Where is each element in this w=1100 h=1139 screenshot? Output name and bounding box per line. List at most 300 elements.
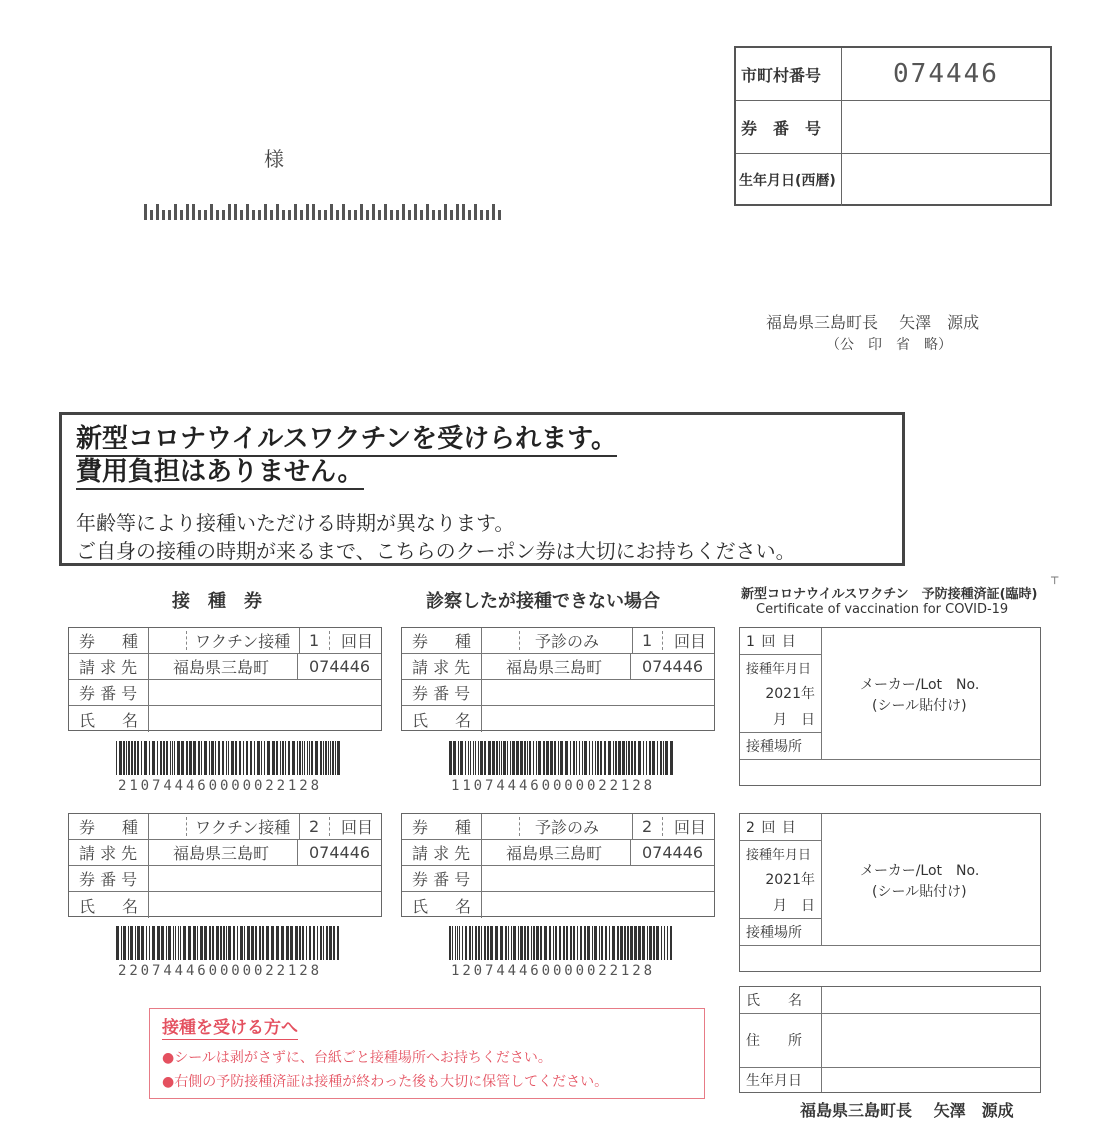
coupon-code: 074446	[642, 657, 704, 676]
coupon-row-type	[402, 814, 714, 840]
barcode-bar	[595, 741, 596, 775]
coupon-row-name	[402, 892, 714, 918]
cert-name-label: 氏 名	[740, 987, 822, 1013]
postal-bar	[432, 210, 435, 220]
barcode-bar	[609, 926, 610, 960]
coupon-municipality: 福島県三島町	[506, 844, 603, 863]
barcode-bar	[183, 926, 186, 960]
postal-bar	[144, 204, 147, 220]
barcode-bar	[288, 741, 291, 775]
barcode-bar	[661, 926, 662, 960]
barcode-bar	[570, 926, 572, 960]
notice-text-1: 年齢等により接種いただける時期が異なります。	[76, 511, 515, 535]
barcode-bar	[144, 741, 147, 775]
barcode-bar	[599, 926, 600, 960]
cert-sticker-note: (シール貼付け)	[872, 698, 967, 714]
barcode-bar	[546, 741, 549, 775]
barcode-bar	[458, 741, 459, 775]
barcode-bar	[634, 926, 637, 960]
postal-bar	[366, 210, 369, 220]
barcode-bar	[201, 741, 202, 775]
coupon-row-type	[69, 628, 381, 654]
coupon-barcode	[449, 741, 675, 775]
postal-bar	[288, 210, 291, 220]
barcode-bar	[137, 741, 139, 775]
barcode-bar	[516, 741, 519, 775]
barcode-bar	[513, 926, 516, 960]
barcode-bar	[475, 741, 476, 775]
barcode-bar	[630, 926, 633, 960]
barcode-bar	[627, 926, 629, 960]
postal-bar	[408, 210, 411, 220]
barcode-bar	[589, 741, 590, 775]
barcode-bar	[299, 926, 301, 960]
barcode-bar	[267, 741, 270, 775]
coupon-row-ticket-number	[69, 866, 381, 892]
barcode-bar	[131, 741, 133, 775]
postal-bar	[378, 210, 381, 220]
barcode-bar	[533, 741, 534, 775]
postal-bar	[402, 204, 405, 220]
barcode-bar	[459, 926, 460, 960]
barcode-bar	[488, 741, 491, 775]
barcode-bar	[472, 926, 473, 960]
coupon-label: 券 番 号	[69, 680, 149, 705]
postal-bar	[156, 204, 159, 220]
postal-bar	[186, 204, 189, 220]
coupon-label: 券 種	[402, 814, 482, 839]
postal-bar	[204, 210, 207, 220]
barcode-bar	[235, 741, 237, 775]
barcode-bar	[175, 926, 176, 960]
barcode-bar	[496, 741, 498, 775]
cert-year: 2021年	[740, 680, 822, 706]
coupon-row-name	[402, 706, 714, 732]
barcode-bar	[218, 741, 220, 775]
barcode-bar	[558, 741, 559, 775]
coupon-barcode-number: 210744460000022128	[118, 778, 322, 794]
postal-bar	[276, 204, 279, 220]
barcode-bar	[204, 926, 207, 960]
barcode-bar	[480, 741, 483, 775]
barcode-bar	[309, 741, 310, 775]
barcode-bar	[628, 741, 630, 775]
coupon-row-billing	[402, 840, 714, 866]
barcode-bar	[180, 926, 181, 960]
barcode-bar	[170, 741, 171, 775]
barcode-bar	[254, 741, 255, 775]
barcode-bar	[536, 741, 537, 775]
coupon-round-number: 2	[642, 817, 653, 836]
barcode-bar	[168, 926, 171, 960]
barcode-bar	[667, 926, 668, 960]
barcode-bar	[130, 926, 133, 960]
barcode-bar	[584, 926, 586, 960]
barcode-bar	[163, 741, 165, 775]
ticket-number-value	[842, 101, 1050, 153]
barcode-bar	[484, 926, 486, 960]
barcode-bar	[231, 741, 234, 775]
coupon-barcode-number: 110744460000022128	[451, 778, 655, 794]
coupon-label: 請 求 先	[69, 654, 149, 679]
postal-bar	[192, 204, 195, 220]
coupon-vaccination-2	[68, 813, 382, 917]
postal-bar	[390, 210, 393, 220]
barcode-bar	[292, 741, 295, 775]
barcode-bar	[262, 926, 264, 960]
postal-bar	[438, 210, 441, 220]
barcode-bar	[608, 741, 611, 775]
postal-bar	[336, 210, 339, 220]
certificate-personal-info	[739, 986, 1041, 1093]
postal-bar	[198, 210, 201, 220]
barcode-bar	[285, 741, 286, 775]
barcode-bar	[649, 926, 652, 960]
coupon-barcode-number: 120744460000022128	[451, 963, 655, 979]
barcode-bar	[280, 741, 281, 775]
coupon-code: 074446	[309, 657, 371, 676]
barcode-bar	[449, 741, 452, 775]
coupon-barcode-number: 220744460000022128	[118, 963, 322, 979]
postal-bar	[498, 210, 501, 220]
barcode-bar	[533, 926, 535, 960]
barcode-bar	[492, 741, 495, 775]
barcode-bar	[297, 741, 298, 775]
postal-bar	[180, 210, 183, 220]
barcode-bar	[615, 741, 617, 775]
barcode-bar	[660, 741, 662, 775]
barcode-bar	[128, 926, 129, 960]
barcode-bar	[178, 926, 179, 960]
barcode-bar	[531, 926, 532, 960]
barcode-bar	[638, 741, 641, 775]
coupon-kind: ワクチン接種	[195, 632, 291, 651]
postal-bar	[492, 204, 495, 220]
cert-date-label: 接種年月日	[740, 654, 822, 680]
barcode-bar	[584, 741, 587, 775]
coupon-round-label: 回目	[674, 818, 707, 837]
postal-bar	[414, 204, 417, 220]
barcode-bar	[250, 741, 252, 775]
barcode-bar	[247, 926, 250, 960]
barcode-bar	[594, 926, 597, 960]
barcode-bar	[495, 926, 498, 960]
postal-bar	[234, 204, 237, 220]
barcode-bar	[503, 741, 506, 775]
barcode-bar	[470, 741, 471, 775]
coupon-label: 氏 名	[69, 706, 149, 732]
barcode-bar	[157, 926, 160, 960]
postal-bar	[480, 210, 483, 220]
coupon-label: 請 求 先	[402, 654, 482, 679]
barcode-bar	[261, 741, 262, 775]
barcode-bar	[186, 741, 188, 775]
barcode-bar	[512, 741, 515, 775]
cert-sticker-note: (シール貼付け)	[872, 884, 967, 900]
postal-bar	[474, 204, 477, 220]
postal-bar	[450, 210, 453, 220]
coupon-row-ticket-number	[402, 680, 714, 706]
barcode-bar	[200, 926, 203, 960]
barcode-bar	[228, 741, 229, 775]
exam-only-heading: 診察したが接種できない場合	[426, 591, 660, 612]
coupon-exam-only-1	[401, 627, 715, 731]
postal-bar	[444, 204, 447, 220]
barcode-bar	[134, 741, 136, 775]
barcode-bar	[508, 926, 509, 960]
coupon-label: 券 種	[402, 628, 482, 653]
barcode-bar	[141, 926, 144, 960]
barcode-bar	[565, 741, 568, 775]
coupon-label: 請 求 先	[402, 840, 482, 865]
barcode-bar	[520, 741, 523, 775]
postal-bar	[312, 204, 315, 220]
barcode-bar	[560, 741, 563, 775]
barcode-bar	[501, 741, 502, 775]
barcode-bar	[649, 741, 651, 775]
barcode-bar	[237, 926, 238, 960]
barcode-bar	[634, 741, 636, 775]
barcode-bar	[511, 926, 512, 960]
barcode-bar	[638, 926, 641, 960]
barcode-bar	[573, 926, 575, 960]
barcode-bar	[601, 926, 603, 960]
barcode-bar	[518, 926, 519, 960]
barcode-bar	[524, 926, 526, 960]
barcode-bar	[580, 926, 582, 960]
postal-bar	[330, 204, 333, 220]
coupon-row-name	[69, 706, 381, 732]
barcode-bar	[549, 926, 551, 960]
coupon-row-billing	[69, 654, 381, 680]
barcode-bar	[618, 741, 621, 775]
coupon-barcode	[116, 926, 342, 960]
barcode-bar	[455, 926, 456, 960]
barcode-bar	[475, 926, 477, 960]
postal-bar	[384, 204, 387, 220]
info-row-municipality-number	[736, 48, 1050, 101]
barcode-bar	[587, 926, 590, 960]
postal-bar	[162, 210, 165, 220]
barcode-bar	[499, 741, 500, 775]
notice-text-2: ご自身の接種の時期が来るまで、こちらのクーポン券は大切にお持ちください。	[76, 539, 796, 563]
cert-place-label: 接種場所	[740, 732, 822, 759]
barcode-bar	[333, 926, 335, 960]
barcode-bar	[141, 741, 142, 775]
barcode-bar	[220, 926, 222, 960]
barcode-bar	[166, 741, 168, 775]
barcode-bar	[473, 741, 474, 775]
barcode-bar	[576, 741, 577, 775]
barcode-bar	[481, 926, 482, 960]
postal-bar	[270, 210, 273, 220]
barcode-bar	[226, 926, 227, 960]
barcode-bar	[624, 926, 626, 960]
barcode-bar	[570, 741, 571, 775]
barcode-bar	[193, 741, 196, 775]
coupon-code: 074446	[642, 843, 704, 862]
barcode-bar	[465, 741, 466, 775]
coupon-label: 請 求 先	[69, 840, 149, 865]
barcode-bar	[553, 926, 554, 960]
seal-omitted-note: （公 印 省 略）	[826, 337, 952, 353]
barcode-bar	[452, 926, 453, 960]
coupon-round-label: 回目	[341, 818, 374, 837]
barcode-bar	[550, 741, 553, 775]
postal-customer-barcode	[144, 204, 504, 220]
crop-mark: ┬	[1051, 570, 1059, 584]
barcode-bar	[209, 741, 210, 775]
barcode-bar	[605, 926, 607, 960]
barcode-bar	[302, 926, 304, 960]
recipient-instructions-box	[149, 1008, 705, 1099]
coupon-code: 074446	[309, 843, 371, 862]
barcode-bar	[330, 741, 331, 775]
barcode-bar	[177, 741, 180, 775]
barcode-bar	[152, 741, 155, 775]
barcode-bar	[337, 741, 340, 775]
barcode-bar	[617, 926, 619, 960]
barcode-bar	[544, 926, 547, 960]
barcode-bar	[670, 926, 672, 960]
barcode-bar	[643, 741, 644, 775]
barcode-bar	[286, 926, 289, 960]
barcode-bar	[311, 741, 313, 775]
coupon-label: 券 番 号	[402, 680, 482, 705]
barcode-bar	[597, 741, 599, 775]
barcode-bar	[307, 741, 308, 775]
barcode-bar	[299, 741, 301, 775]
barcode-bar	[555, 926, 557, 960]
barcode-bar	[566, 926, 568, 960]
barcode-bar	[325, 741, 327, 775]
coupon-label: 氏 名	[69, 892, 149, 918]
barcode-bar	[204, 741, 207, 775]
barcode-bar	[604, 741, 606, 775]
barcode-bar	[579, 741, 580, 775]
barcode-bar	[536, 926, 539, 960]
barcode-bar	[239, 741, 241, 775]
barcode-bar	[510, 741, 511, 775]
certificate-title: 新型コロナウイルスワクチン 予防接種済証(臨時)	[741, 587, 1038, 602]
barcode-bar	[188, 926, 191, 960]
barcode-bar	[478, 741, 479, 775]
coupon-round-label: 回目	[341, 632, 374, 651]
postal-bar	[174, 204, 177, 220]
barcode-bar	[600, 741, 602, 775]
barcode-bar	[126, 741, 127, 775]
barcode-bar	[281, 926, 284, 960]
barcode-bar	[211, 741, 214, 775]
coupon-vaccination-1	[68, 627, 382, 731]
barcode-bar	[123, 741, 125, 775]
info-label: 市町村番号	[736, 48, 842, 100]
cert-round-label: 2 回 目	[740, 814, 822, 840]
birthdate-value	[842, 154, 1050, 206]
barcode-bar	[524, 741, 526, 775]
coupon-round-number: 2	[309, 817, 320, 836]
barcode-bar	[216, 926, 219, 960]
barcode-bar	[313, 926, 315, 960]
postal-bar	[306, 204, 309, 220]
barcode-bar	[123, 926, 126, 960]
barcode-bar	[272, 741, 275, 775]
postal-bar	[264, 204, 267, 220]
barcode-bar	[149, 741, 150, 775]
info-row-ticket-number	[736, 101, 1050, 154]
postal-bar	[300, 210, 303, 220]
coupon-row-type	[402, 628, 714, 654]
barcode-bar	[166, 926, 167, 960]
barcode-bar	[160, 741, 162, 775]
barcode-bar	[656, 926, 659, 960]
coupon-barcode	[449, 926, 675, 960]
coupon-municipality: 福島県三島町	[173, 844, 270, 863]
barcode-bar	[665, 741, 668, 775]
barcode-bar	[174, 741, 175, 775]
certificate-title-english: Certificate of vaccination for COVID-19	[756, 602, 1009, 617]
postal-bar	[168, 210, 171, 220]
postal-bar	[372, 204, 375, 220]
barcode-bar	[240, 926, 243, 960]
postal-bar	[324, 210, 327, 220]
coupon-label: 券 番 号	[402, 866, 482, 891]
barcode-bar	[320, 741, 322, 775]
barcode-bar	[243, 741, 244, 775]
municipality-number-value: 074446	[893, 59, 999, 89]
postal-bar	[360, 204, 363, 220]
barcode-bar	[657, 741, 658, 775]
postal-bar	[318, 210, 321, 220]
cert-birthdate-label: 生年月日	[740, 1067, 822, 1092]
postal-bar	[456, 204, 459, 220]
barcode-bar	[449, 926, 451, 960]
barcode-bar	[631, 741, 633, 775]
barcode-bar	[259, 926, 261, 960]
barcode-bar	[276, 741, 278, 775]
barcode-bar	[246, 741, 248, 775]
cert-month-day: 月 日	[740, 706, 822, 732]
mayor-signature: 福島県三島町長 矢澤 源成	[766, 313, 980, 332]
barcode-bar	[181, 741, 184, 775]
barcode-bar	[457, 926, 458, 960]
instruction-item-2: ●右側の予防接種済証は接種が終わった後も大切に保管してください。	[162, 1074, 609, 1090]
barcode-bar	[529, 741, 531, 775]
barcode-bar	[320, 926, 322, 960]
barcode-bar	[465, 926, 467, 960]
barcode-bar	[251, 926, 254, 960]
postal-bar	[252, 210, 255, 220]
cert-month-day: 月 日	[740, 892, 822, 918]
coupon-exam-only-2	[401, 813, 715, 917]
barcode-bar	[121, 926, 122, 960]
barcode-bar	[527, 741, 528, 775]
barcode-bar	[295, 926, 298, 960]
barcode-bar	[222, 741, 224, 775]
barcode-bar	[543, 741, 545, 775]
barcode-bar	[507, 741, 508, 775]
coupon-row-billing	[69, 840, 381, 866]
postal-bar	[246, 204, 249, 220]
barcode-bar	[161, 926, 164, 960]
barcode-bar	[559, 926, 561, 960]
postal-bar	[294, 204, 297, 220]
postal-bar	[420, 210, 423, 220]
notice-headline-2: 費用負担はありません。	[76, 457, 364, 490]
instructions-title: 接種を受ける方へ	[162, 1018, 298, 1038]
barcode-bar	[271, 926, 274, 960]
barcode-bar	[646, 741, 647, 775]
